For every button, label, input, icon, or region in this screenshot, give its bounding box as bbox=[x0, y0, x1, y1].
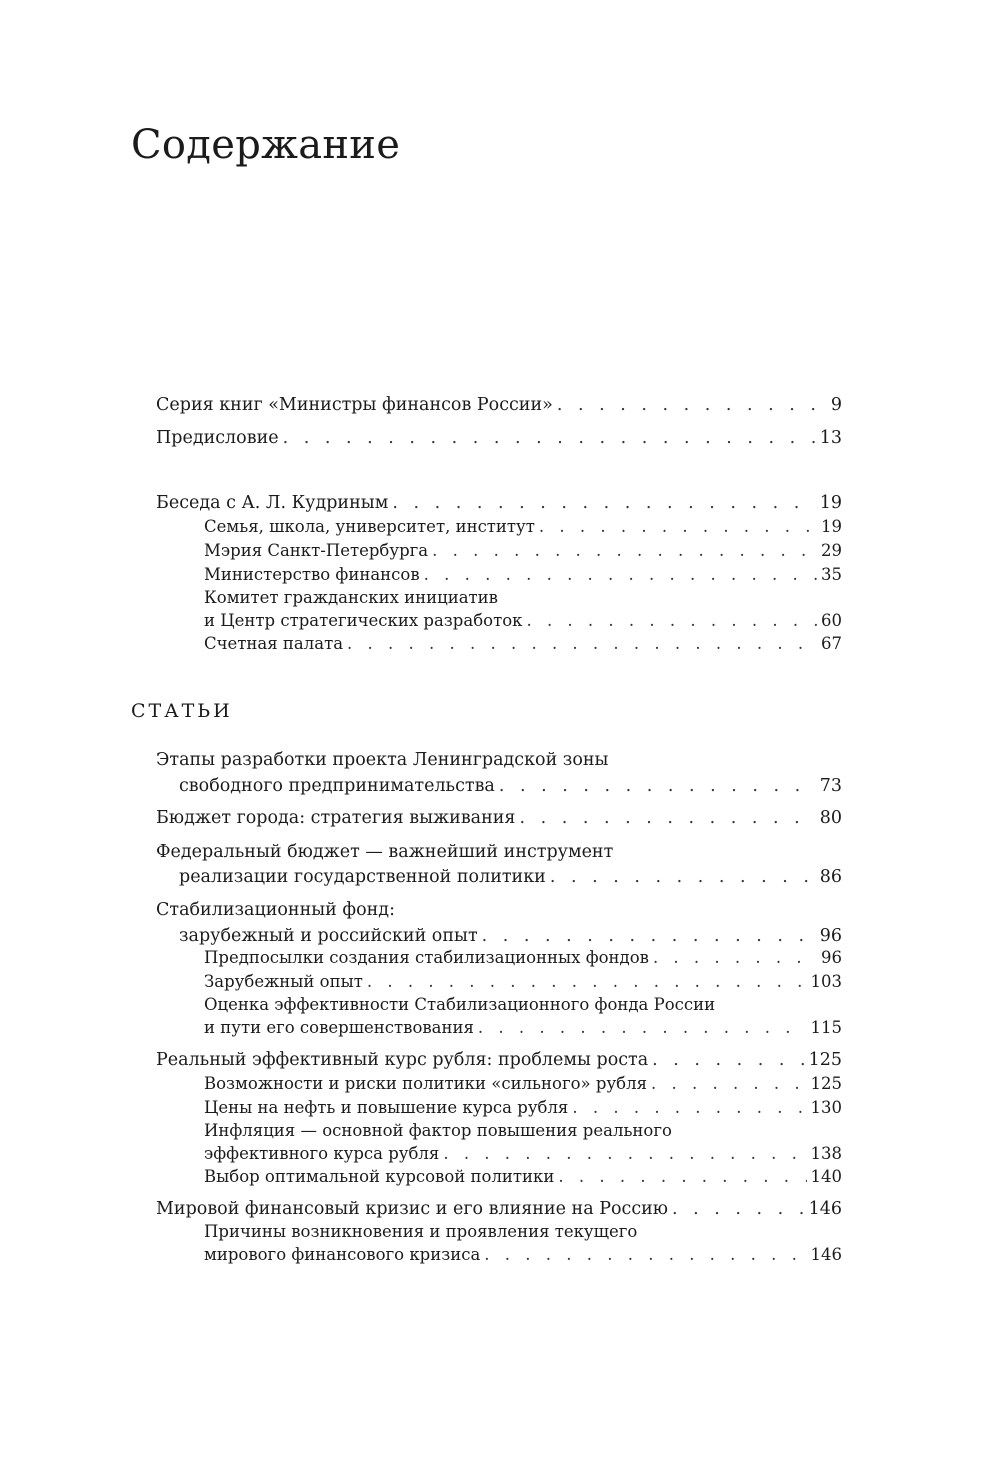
toc-entry-text: Счетная палата bbox=[204, 634, 344, 653]
dot-leader bbox=[482, 924, 816, 948]
dot-leader bbox=[392, 491, 815, 515]
toc-subentry[interactable] bbox=[204, 539, 842, 563]
toc-page-number: 130 bbox=[810, 1098, 842, 1117]
dot-leader bbox=[526, 609, 817, 633]
dot-leader bbox=[424, 563, 817, 587]
toc-page-number: 146 bbox=[810, 1245, 842, 1264]
dot-leader bbox=[443, 1142, 806, 1166]
toc-entry-line1[interactable] bbox=[156, 840, 842, 864]
toc-entry[interactable] bbox=[179, 774, 842, 798]
toc-page-number: 67 bbox=[821, 634, 842, 653]
toc-entry-text: Возможности и риски политики «сильного» рубля bbox=[204, 1074, 647, 1093]
toc-entry-line1[interactable] bbox=[156, 748, 842, 772]
dot-leader bbox=[347, 632, 817, 656]
toc-entry[interactable] bbox=[156, 1048, 842, 1072]
dot-leader bbox=[499, 774, 816, 798]
toc-entry-interview[interactable] bbox=[156, 491, 842, 515]
toc-entry-text: Семья, школа, университет, институт bbox=[204, 517, 535, 536]
toc-entry-text: Реальный эффективный курс рубля: проблемы роста bbox=[156, 1050, 649, 1070]
toc-entry-text: зарубежный и российский опыт bbox=[179, 926, 478, 946]
toc-entry-text: Предпосылки создания стабилизационных фондов bbox=[204, 948, 649, 967]
dot-leader bbox=[478, 1016, 807, 1040]
toc-subentry[interactable] bbox=[204, 1165, 842, 1189]
toc-entry[interactable] bbox=[156, 806, 842, 830]
toc-subentry[interactable] bbox=[204, 1243, 842, 1267]
toc-page-number: 125 bbox=[810, 1074, 842, 1093]
toc-page-number: 80 bbox=[819, 808, 842, 828]
toc-entry-text: эффективного курса рубля bbox=[204, 1144, 440, 1163]
dot-leader bbox=[367, 970, 807, 994]
toc-page-number: 138 bbox=[810, 1144, 842, 1163]
toc-entry-text: Оценка эффективности Стабилизационного фонда России bbox=[204, 995, 716, 1014]
toc-subentry[interactable] bbox=[204, 946, 842, 970]
dot-leader bbox=[432, 539, 817, 563]
toc-subentry[interactable] bbox=[204, 632, 842, 656]
toc-subentry[interactable] bbox=[204, 970, 842, 994]
toc-entry-text: Федеральный бюджет — важнейший инструмент bbox=[156, 842, 614, 862]
toc-entry-text: мирового финансового кризиса bbox=[204, 1245, 481, 1264]
toc-page-number: 73 bbox=[819, 776, 842, 796]
toc-entry-text: свободного предпринимательства bbox=[179, 776, 495, 796]
toc-page-number: 29 bbox=[821, 541, 842, 560]
toc-subentry[interactable] bbox=[204, 1016, 842, 1040]
toc-entry-text: Зарубежный опыт bbox=[204, 972, 363, 991]
dot-leader bbox=[557, 393, 827, 417]
dot-leader bbox=[519, 806, 815, 830]
dot-leader bbox=[651, 1072, 807, 1096]
toc-page-number: 140 bbox=[810, 1167, 842, 1186]
toc-entry-series[interactable] bbox=[156, 393, 842, 417]
toc-page-number: 96 bbox=[819, 926, 842, 946]
toc-entry-text: Беседа с А. Л. Кудриным bbox=[156, 493, 389, 513]
toc-entry-text: Этапы разработки проекта Ленинградской зоны bbox=[156, 750, 609, 770]
toc-subentry[interactable] bbox=[204, 1142, 842, 1166]
toc-subentry[interactable] bbox=[204, 515, 842, 539]
toc-entry-text: Министерство финансов bbox=[204, 565, 420, 584]
toc-entry-text: Инфляция — основной фактор повышения реального bbox=[204, 1121, 672, 1140]
dot-leader bbox=[652, 1048, 804, 1072]
toc-entry-text: и пути его совершенствования bbox=[204, 1018, 474, 1037]
toc-entry-text: Серия книг «Министры финансов России» bbox=[156, 395, 553, 415]
dot-leader bbox=[672, 1197, 805, 1221]
toc-entry-text: Комитет гражданских инициатив bbox=[204, 588, 498, 607]
toc-page-number: 13 bbox=[819, 428, 842, 448]
page-title: Содержание bbox=[131, 122, 401, 168]
toc-page-number: 9 bbox=[830, 395, 842, 415]
toc-entry-text: Стабилизационный фонд: bbox=[156, 900, 395, 920]
toc-entry-text: Бюджет города: стратегия выживания bbox=[156, 808, 516, 828]
toc-entry-text: Предисловие bbox=[156, 428, 279, 448]
toc-subentry-line1[interactable] bbox=[204, 1220, 842, 1244]
toc-entry-line1[interactable] bbox=[156, 898, 842, 922]
toc-page-number: 35 bbox=[821, 565, 842, 584]
toc-page-number: 103 bbox=[810, 972, 842, 991]
toc-page-number: 146 bbox=[808, 1199, 842, 1219]
dot-leader bbox=[484, 1243, 806, 1267]
toc-page-number: 19 bbox=[821, 517, 842, 536]
toc-entry-text: и Центр стратегических разработок bbox=[204, 611, 523, 630]
toc-entry-text: Цены на нефть и повышение курса рубля bbox=[204, 1098, 569, 1117]
toc-subentry-line1[interactable] bbox=[204, 1119, 842, 1143]
toc-entry-text: Выбор оптимальной курсовой политики bbox=[204, 1167, 555, 1186]
toc-entry-preface[interactable] bbox=[156, 426, 842, 450]
toc-page-number: 115 bbox=[810, 1018, 842, 1037]
dot-leader bbox=[558, 1165, 806, 1189]
toc-page-number: 125 bbox=[808, 1050, 842, 1070]
toc-entry-text: реализации государственной политики bbox=[179, 867, 546, 887]
toc-page-number: 60 bbox=[821, 611, 842, 630]
toc-entry[interactable] bbox=[179, 865, 842, 889]
toc-subentry[interactable] bbox=[204, 563, 842, 587]
toc-subentry-line1[interactable] bbox=[204, 993, 842, 1017]
dot-leader bbox=[283, 426, 816, 450]
dot-leader bbox=[572, 1096, 806, 1120]
toc-entry-text: Причины возникновения и проявления текущего bbox=[204, 1222, 638, 1241]
dot-leader bbox=[539, 515, 817, 539]
dot-leader bbox=[653, 946, 817, 970]
toc-entry-text: Мировой финансовый кризис и его влияние на Россию bbox=[156, 1199, 669, 1219]
section-label: СТАТЬИ bbox=[131, 700, 233, 722]
toc-page-number: 86 bbox=[819, 867, 842, 887]
dot-leader bbox=[550, 865, 816, 889]
toc-entry-text: Мэрия Санкт-Петербурга bbox=[204, 541, 429, 560]
toc-subentry[interactable] bbox=[204, 1096, 842, 1120]
toc-page-number: 96 bbox=[821, 948, 842, 967]
toc-page-number: 19 bbox=[819, 493, 842, 513]
toc-subentry-line1[interactable] bbox=[204, 586, 842, 610]
toc-subentry[interactable] bbox=[204, 1072, 842, 1096]
toc-entry[interactable] bbox=[179, 924, 842, 948]
toc-subentry[interactable] bbox=[204, 609, 842, 633]
toc-entry[interactable] bbox=[156, 1197, 842, 1221]
